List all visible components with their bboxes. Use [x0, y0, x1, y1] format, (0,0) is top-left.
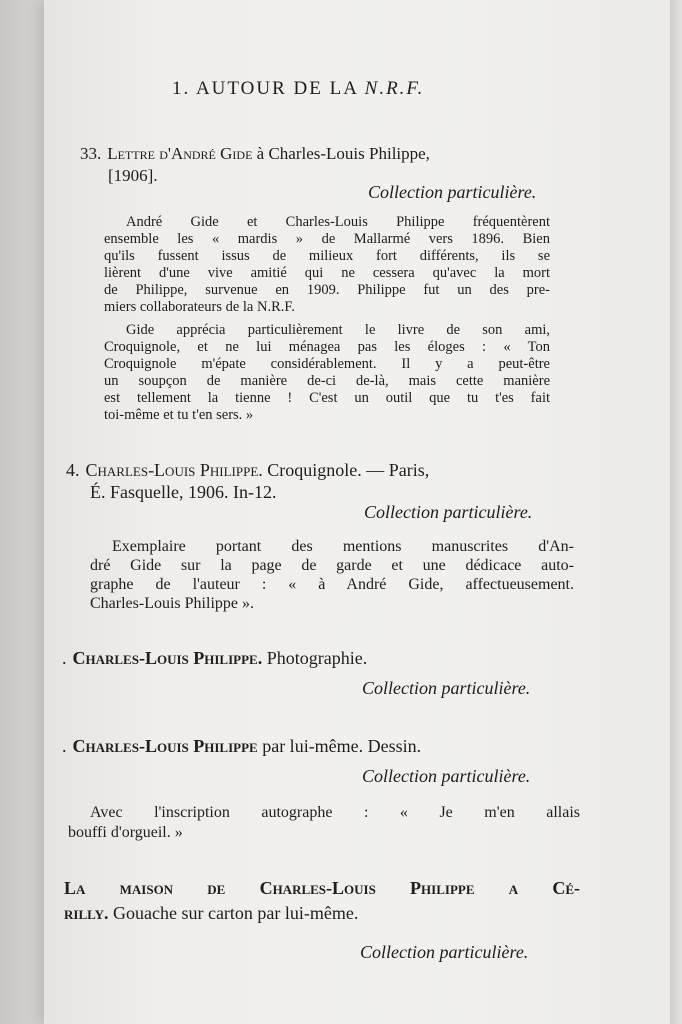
item2-note-line: Charles-Louis Philippe ».: [90, 595, 254, 612]
left-page-shadow: [0, 0, 44, 1024]
item5-heading-line2: [64, 903, 580, 924]
item2-note: [90, 537, 574, 613]
item2-heading-line2: É. Fasquelle, 1906. In-12.: [90, 482, 277, 502]
item1-heading-line2: [1906].: [108, 166, 158, 185]
item2-note-line: Exemplaire portant des mentions manuscrites d'An-: [112, 538, 574, 555]
item4-note-line: bouffi d'orgueil. »: [68, 824, 183, 841]
item1-para2-line: Gide apprécia particulièrement le livre de son ami,: [126, 322, 550, 338]
item1-heading-sc: Lettre d'André Gide: [107, 144, 253, 163]
item5-heading-line2-rest: Gouache sur carton par lui-même.: [112, 903, 359, 923]
item1-para1-line: de Philippe, survenue en 1909. Philippe fut un des pre-: [104, 282, 550, 298]
item1-para1-line: lièrent d'une vive amitié qui ne cessera qu'avec la mort: [104, 265, 550, 281]
item2-heading-sc: Charles-Louis Philippe.: [85, 460, 263, 480]
item3-heading-rest: Photographie.: [266, 648, 368, 668]
item1-para2-line: est tellement la tienne ! C'est un outil que tu t'es fait: [104, 390, 550, 406]
section-title-text: AUTOUR DE LA: [195, 78, 358, 99]
item1-note-para2: [104, 322, 550, 424]
item3-heading: [62, 648, 367, 669]
item4-note-line: Avec l'inscription autographe : « Je m'en allais: [90, 804, 580, 821]
item4-note: [68, 803, 580, 843]
item3-number: .: [62, 648, 67, 668]
item4-heading: [62, 736, 421, 757]
item5-collection: Collection particulière.: [360, 942, 529, 962]
item2-note-line: dré Gide sur la page de garde et une dédicace auto-: [90, 557, 574, 574]
section-title: [172, 78, 424, 100]
item1-para1-line: André Gide et Charles-Louis Philippe fréquentèrent: [126, 214, 550, 230]
item1-para2-line: un soupçon de manière de-ci de-là, mais cette manière: [104, 373, 550, 389]
item1-para2-line: toi-même et tu t'en sers. »: [104, 407, 254, 423]
item2-collection: Collection particulière.: [364, 502, 533, 522]
item5-heading: [64, 878, 580, 924]
item1-para1-line: qu'ils fussent issus de milieux fort différents, ils se: [104, 248, 550, 264]
section-title-emphasis: N.R.F.: [364, 78, 425, 99]
item2-number: 4.: [66, 460, 80, 480]
item1-heading-rest: à Charles-Louis Philippe,: [256, 144, 430, 163]
item4-heading-sc: Charles-Louis Philippe: [72, 736, 258, 756]
item1-para2-line: Croquignole, et ne lui ménagea pas les éloges : « Ton: [104, 339, 550, 355]
item3-collection: Collection particulière.: [362, 678, 531, 698]
item5-heading-line1: La maison de Charles-Louis Philippe a Cé-: [64, 878, 580, 898]
item1-para2-line: Croquignole m'épate considérablement. Il y a peut-être: [104, 356, 550, 372]
section-number: 1.: [172, 78, 191, 99]
item4-heading-rest: par lui-même. Dessin.: [262, 736, 422, 756]
item1-heading-line1: [80, 144, 430, 164]
item4-collection: Collection particulière.: [362, 766, 531, 786]
item1-collection: Collection particulière.: [368, 182, 537, 202]
page-edge: [670, 0, 682, 1024]
item1-number: 33.: [80, 144, 102, 163]
item2-heading-rest: Croquignole. — Paris,: [267, 460, 430, 480]
item3-heading-sc: Charles-Louis Philippe.: [72, 648, 263, 668]
item2-note-line: graphe de l'auteur : « à André Gide, affectueusement.: [90, 576, 574, 593]
item1-para1-line: ensemble les « mardis » de Mallarmé vers 1896. Bien: [104, 231, 550, 247]
item1-para1-line: miers collaborateurs de la N.R.F.: [104, 299, 295, 315]
item2-heading-line1: [66, 460, 429, 481]
item5-heading-line2-sc: rilly.: [64, 903, 109, 923]
item1-note-para1: [104, 214, 550, 316]
item4-number: .: [62, 736, 67, 756]
